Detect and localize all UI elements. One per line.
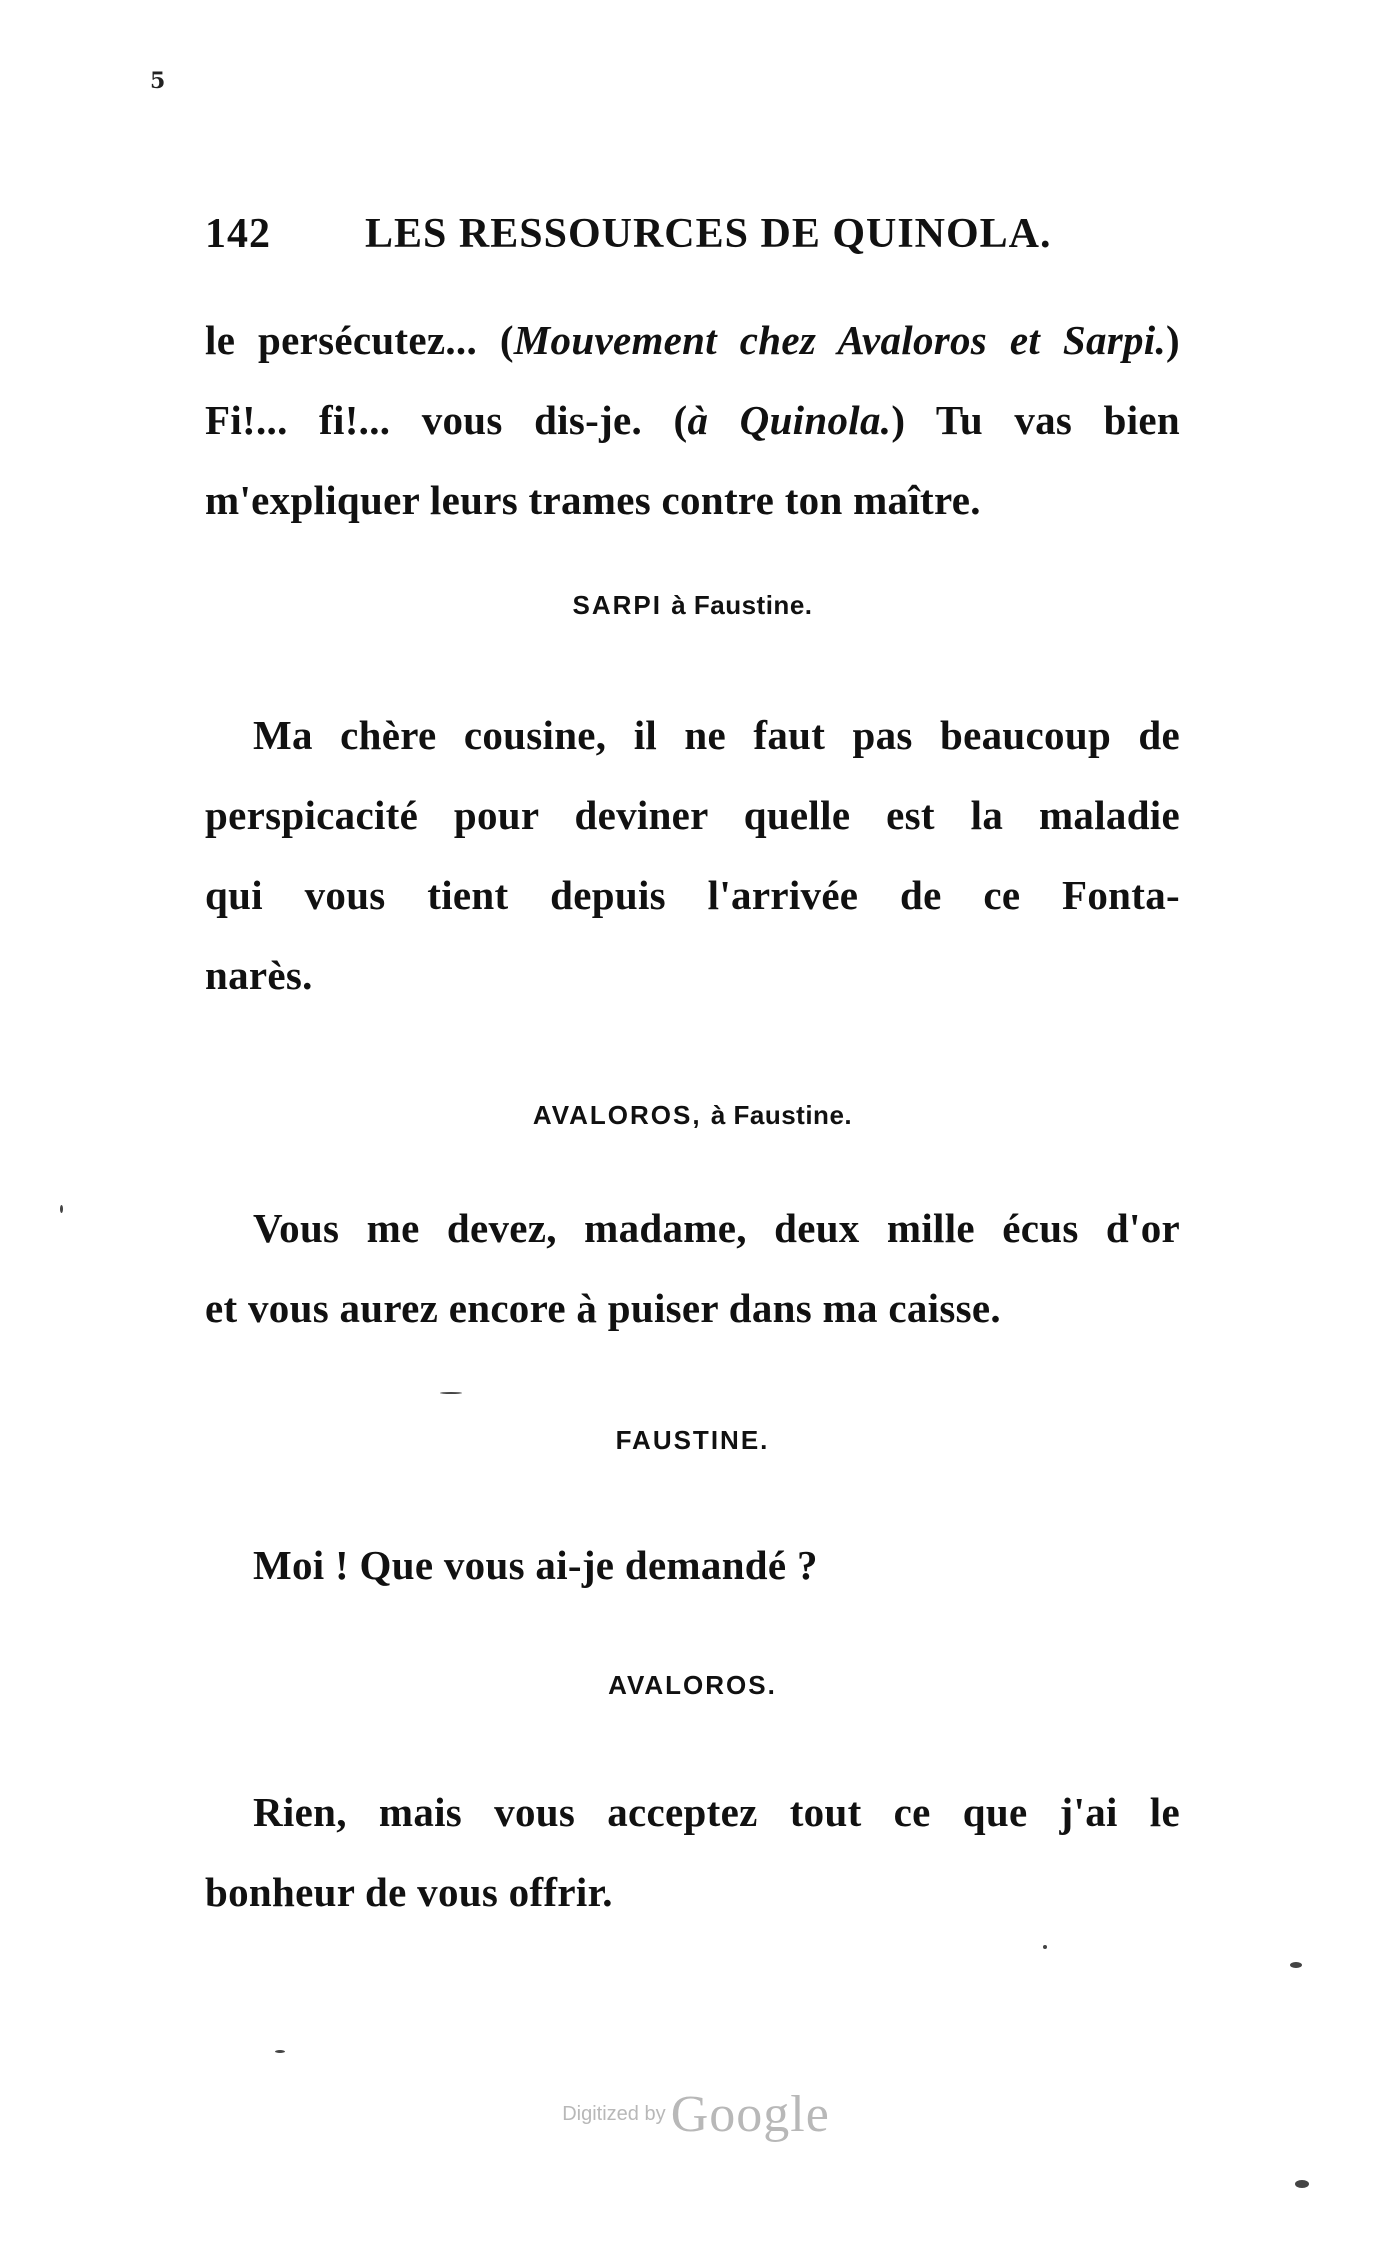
dialogue-paragraph <box>205 695 1180 1015</box>
speaker-heading: SARPI à Faustine. <box>572 590 813 620</box>
text-line: m'expliquer leurs trames contre ton maître. <box>205 477 981 523</box>
text-line: Fi!... fi!... vous dis-je. (à Quinola.) Tu vas bien <box>205 397 1180 443</box>
text-line: narès. <box>205 952 313 998</box>
scan-speck <box>60 1205 63 1213</box>
speaker-heading: FAUSTINE. <box>615 1425 770 1455</box>
dialogue-paragraph <box>205 1525 1180 1605</box>
text-line: Rien, mais vous acceptez tout ce que j'ai le <box>253 1789 1180 1835</box>
text-line: le persécutez... (Mouvement chez Avaloros et Sarpi.) <box>205 317 1181 363</box>
scan-speck <box>1290 1962 1302 1968</box>
text-line: Moi ! Que vous ai-je demandé ? <box>253 1542 818 1588</box>
paragraph-continuation <box>205 300 1180 540</box>
watermark-prefix: Digitized by <box>562 2103 666 2125</box>
book-title: LES RESSOURCES DE QUINOLA. <box>365 211 1052 257</box>
speaker-heading: AVALOROS. <box>608 1670 777 1700</box>
digitized-watermark <box>0 2085 1392 2144</box>
scan-speck <box>1295 2180 1309 2188</box>
speaker-heading: AVALOROS, à Faustine. <box>532 1100 853 1130</box>
page-number: 142 <box>205 211 271 257</box>
text-line: qui vous tient depuis l'arrivée de ce Fonta- <box>205 872 1180 918</box>
dialogue-paragraph <box>205 1772 1180 1932</box>
scan-speck <box>275 2050 285 2053</box>
scan-speck <box>1043 1945 1047 1949</box>
text-line: Ma chère cousine, il ne faut pas beaucoup de <box>253 712 1180 758</box>
text-line: perspicacité pour deviner quelle est la maladie <box>205 792 1180 838</box>
scan-speck <box>440 1392 462 1394</box>
google-logo: Google <box>670 2086 830 2143</box>
text-line: bonheur de vous offrir. <box>205 1869 613 1915</box>
corner-mark: 5 <box>150 68 166 94</box>
text-line: Vous me devez, madame, deux mille écus d'or <box>253 1205 1180 1251</box>
dialogue-paragraph <box>205 1188 1180 1348</box>
text-line: et vous aurez encore à puiser dans ma caisse. <box>205 1285 1001 1331</box>
running-header <box>205 210 1185 270</box>
